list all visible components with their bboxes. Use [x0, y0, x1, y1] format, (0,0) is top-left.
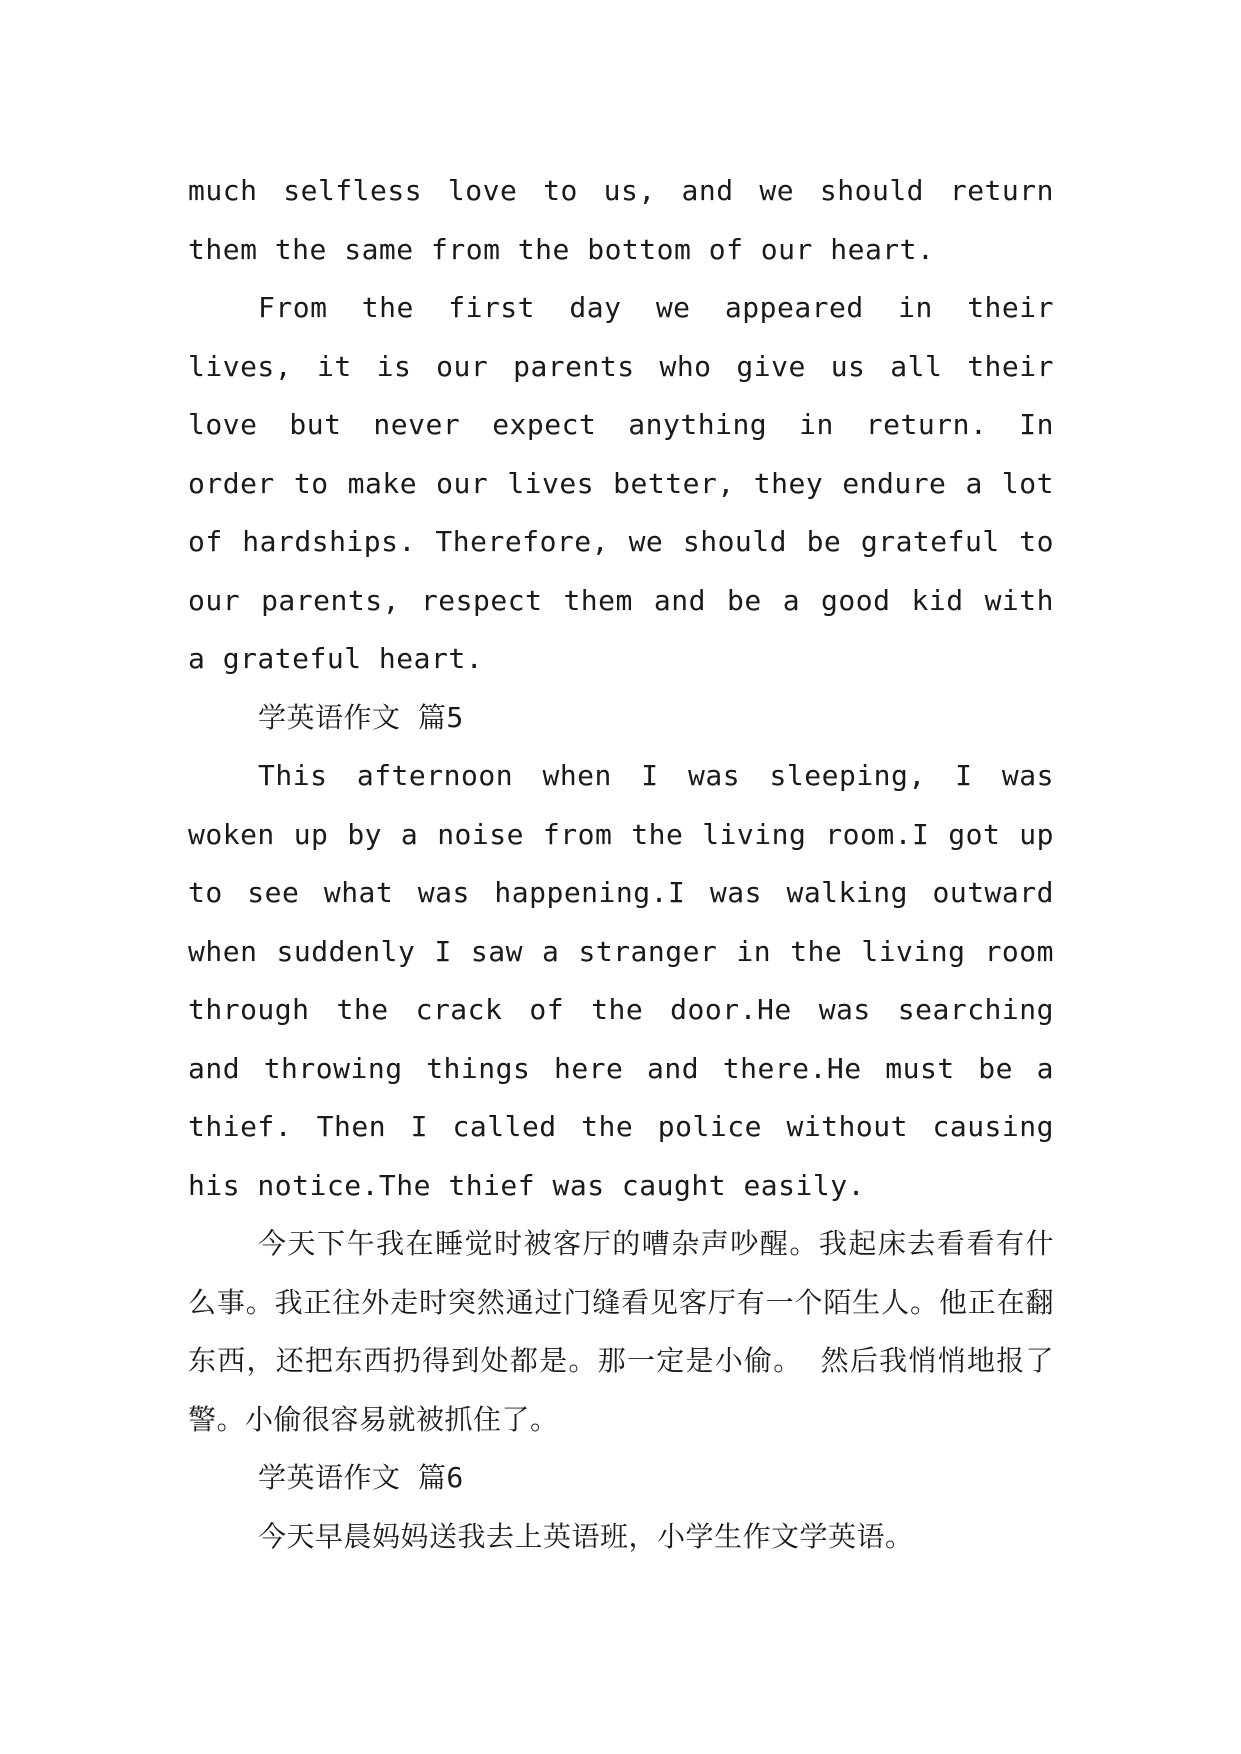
paragraph-continuation: much selfless love to us, and we should return them the same from the bottom of our heart.: [188, 174, 1054, 266]
paragraph-thief-chinese: 今天下午我在睡觉时被客厅的嘈杂声吵醒。我起床去看看有什么事。我正往外走时突然通过门缝看见客厅有一个陌生人。他正在翻东西，还把东西扔得到处都是。那一定是小偷。 然后我悄悄地报了警。小偷很容易就被抓住了。: [188, 1227, 1054, 1436]
text-column: [188, 162, 1054, 1566]
paragraph-thief-english: This afternoon when I was sleeping, I was woken up by a noise from the living room.I got up to see what was happening.I was walking outward when suddenly I saw a stranger in the living room through the crack of the door.He was searching and throwing things here and there.He must be a thief. Then I called the police without causing his notice.The thief was caught easily.: [188, 759, 1054, 1202]
paragraph-english-class: 今天早晨妈妈送我去上英语班，小学生作文学英语。: [258, 1519, 914, 1553]
section-heading-6: 学英语作文 篇6: [258, 1461, 464, 1494]
paragraph-parents: From the first day we appeared in their lives, it is our parents who give us all their love but never expect anything in return. In order to make our lives better, they endure a lot of hardships. Therefore, we should be grateful to our parents, respect them and be a good kid with a grateful heart.: [188, 291, 1054, 675]
section-heading-5: 学英语作文 篇5: [258, 700, 464, 734]
